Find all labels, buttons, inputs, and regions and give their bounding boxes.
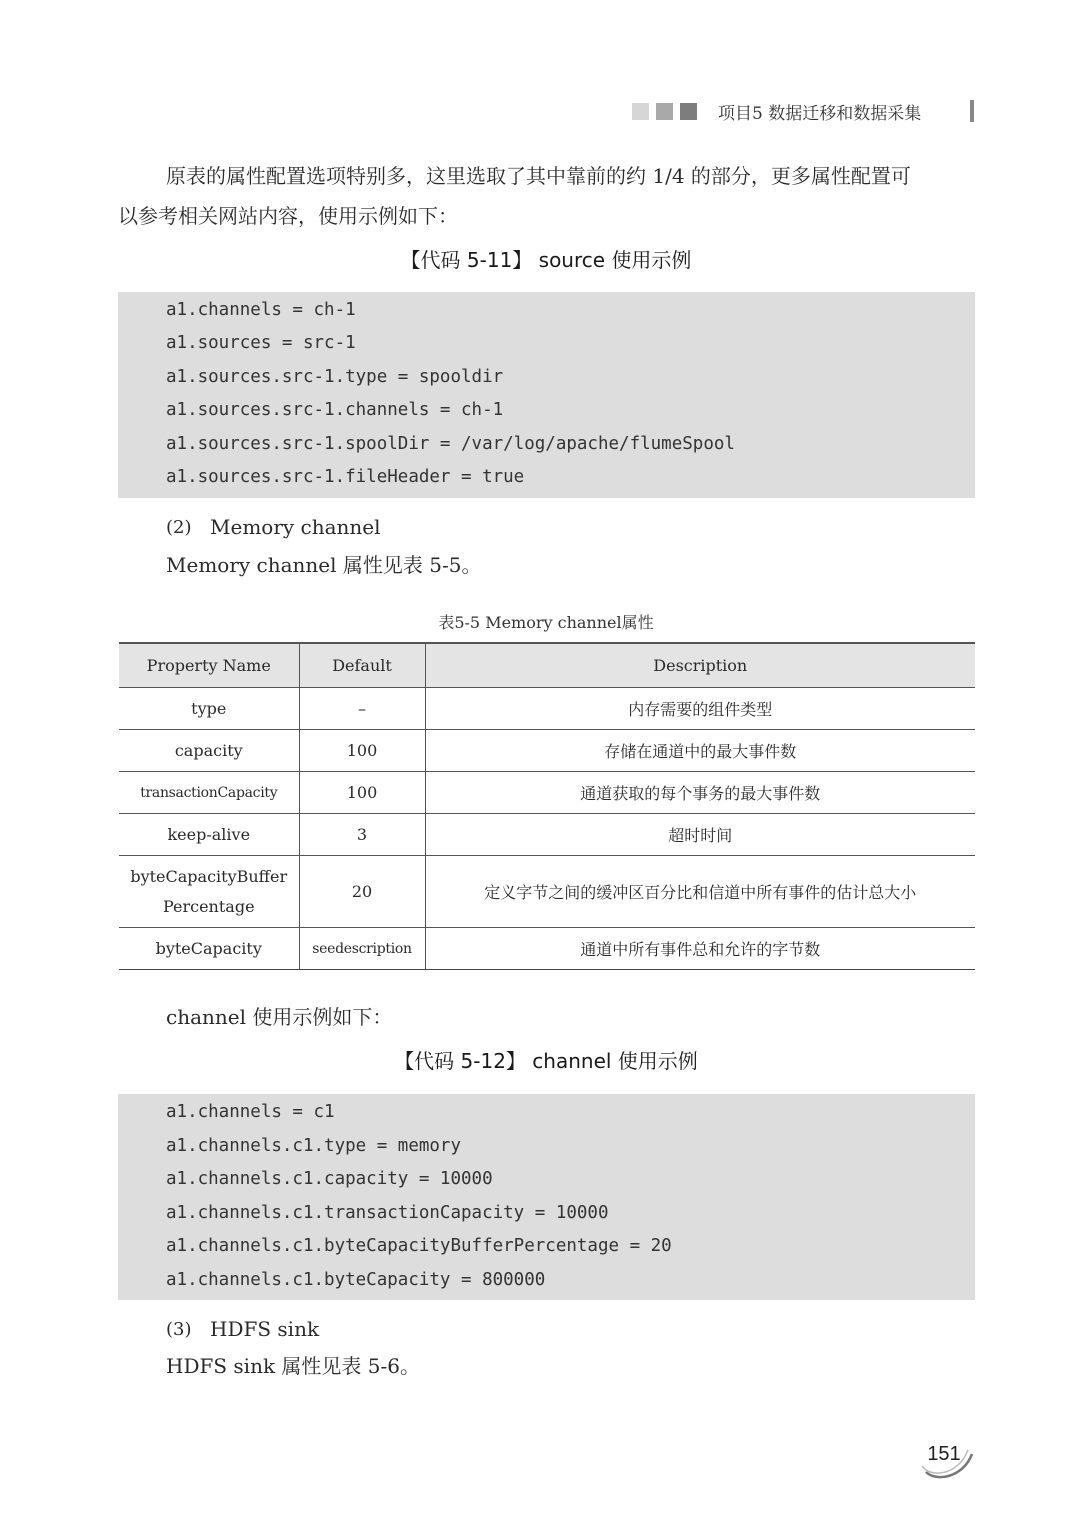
table-row: [119, 856, 975, 928]
header-square-light: [632, 103, 649, 120]
property-name-cell: capacity: [119, 730, 299, 772]
section-3-heading: HDFS sink: [210, 1317, 320, 1341]
code-line: a1.sources.src-1.fileHeader = true: [166, 467, 525, 487]
code-line: a1.channels.c1.capacity = 10000: [166, 1169, 493, 1189]
page-number-badge: [918, 1432, 976, 1482]
code-caption-5-11: 【代码 5-11】 source 使用示例: [400, 248, 692, 272]
code-line: a1.channels = c1: [166, 1102, 335, 1122]
property-name-cell: transactionCapacity: [119, 772, 299, 814]
table-row: [119, 688, 975, 730]
description-cell: 通道中所有事件总和允许的字节数: [425, 928, 975, 970]
code-caption-5-12: 【代码 5-12】 channel 使用示例: [394, 1049, 698, 1073]
code-line: a1.channels.c1.transactionCapacity = 10000: [166, 1203, 609, 1223]
section-2-number: (2): [166, 517, 192, 538]
code-block-5-11: [118, 292, 975, 498]
table-row: [119, 814, 975, 856]
table-row: [119, 772, 975, 814]
default-cell: 3: [299, 814, 425, 856]
description-cell: 内存需要的组件类型: [425, 688, 975, 730]
code-line: a1.channels.c1.byteCapacityBufferPercentage = 20: [166, 1236, 672, 1256]
description-cell: 通道获取的每个事务的最大事件数: [425, 772, 975, 814]
channel-usage-text: channel 使用示例如下：: [166, 1005, 393, 1029]
memory-channel-table: [119, 642, 975, 970]
table-caption: 表5-5 Memory channel属性: [438, 613, 654, 632]
chapter-title: 项目5 数据迁移和数据采集: [718, 104, 922, 124]
property-name-line-1: byteCapacityBuffer: [130, 866, 288, 886]
table-header-row: [119, 643, 975, 688]
code-line: a1.channels.c1.type = memory: [166, 1136, 462, 1156]
property-name-cell: keep-alive: [119, 814, 299, 856]
code-line: a1.sources.src-1.spoolDir = /var/log/apache/flumeSpool: [166, 434, 735, 454]
header-square-mid: [656, 103, 673, 120]
default-cell: 100: [299, 730, 425, 772]
section-3-reference: HDFS sink 属性见表 5-6。: [166, 1354, 420, 1378]
column-header-default: Default: [299, 643, 425, 688]
description-cell: 超时时间: [425, 814, 975, 856]
default-cell: 100: [299, 772, 425, 814]
table-row: [119, 730, 975, 772]
default-cell: 20: [299, 856, 425, 928]
property-name-cell: [119, 856, 299, 928]
intro-line-1: 原表的属性配置选项特别多，这里选取了其中靠前的约 1/4 的部分，更多属性配置可: [166, 164, 911, 188]
code-line: a1.sources.src-1.type = spooldir: [166, 367, 504, 387]
property-name-cell: byteCapacity: [119, 928, 299, 970]
code-line: a1.channels = ch-1: [166, 300, 356, 320]
description-cell: 存储在通道中的最大事件数: [425, 730, 975, 772]
column-header-property-name: Property Name: [119, 643, 299, 688]
default-cell: seedescription: [299, 928, 425, 970]
table-row: [119, 928, 975, 970]
section-2-heading: Memory channel: [210, 515, 381, 539]
intro-line-2: 以参考相关网站内容，使用示例如下：: [118, 204, 458, 228]
column-header-description: Description: [425, 643, 975, 688]
property-name-cell: type: [119, 688, 299, 730]
description-cell: 定义字节之间的缓冲区百分比和信道中所有事件的估计总大小: [425, 856, 975, 928]
property-name-line-2: Percentage: [162, 896, 255, 916]
section-2-reference: Memory channel 属性见表 5-5。: [166, 553, 482, 577]
header-square-dark: [680, 103, 697, 120]
code-line: a1.sources.src-1.channels = ch-1: [166, 400, 504, 420]
default-cell: –: [299, 688, 425, 730]
code-line: a1.sources = src-1: [166, 333, 356, 353]
code-block-5-12: [118, 1094, 975, 1300]
code-line: a1.channels.c1.byteCapacity = 800000: [166, 1270, 546, 1290]
section-3-number: (3): [166, 1319, 192, 1340]
page-number: 151: [927, 1443, 961, 1465]
header-bar: [970, 100, 974, 122]
